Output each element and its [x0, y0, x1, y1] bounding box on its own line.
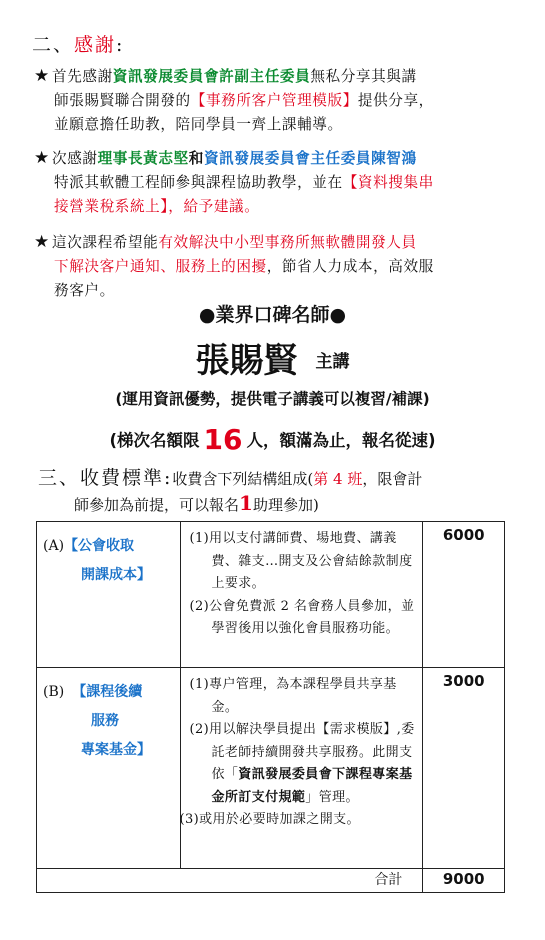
highlight-text: 【資料搜集串 [342, 174, 434, 191]
hope-paragraph [34, 230, 514, 303]
text: 人，額滿為止，報名從速) [246, 431, 436, 450]
fee-table [36, 521, 505, 893]
text: (梯次名額限 [109, 431, 200, 450]
thanks-paragraph-2 [34, 146, 514, 219]
section3-heading [38, 466, 508, 517]
fee-desc-cell [181, 522, 423, 668]
teacher-name: 張賜賢 [195, 341, 298, 381]
chairman-name: 理事長黃志堅 [97, 150, 189, 167]
colon: : [164, 467, 173, 489]
total-label: 合計 [37, 869, 423, 893]
subtitle-quota [0, 423, 545, 456]
text: 次感謝 [52, 150, 98, 167]
text: ，限會計 [362, 470, 423, 488]
text: 師張賜賢聯合開發的 [54, 92, 191, 109]
fee-desc-item: (3)或用於必要時加課之開支。 [179, 812, 360, 827]
fee-desc-item: (2)公會免費派 2 名會務人員參加，並學習後用以強化會員服務功能。 [189, 598, 415, 636]
fee-label: 【公會收取 [64, 538, 135, 554]
fee-desc-item: (1)用以支付講師費、場地費、講義費、雜支…開支及公會結餘款制度上要求。 [189, 531, 413, 591]
star-icon: ★ [34, 148, 50, 168]
text: 務客户。 [54, 282, 115, 299]
assistant-count: 1 [239, 491, 253, 515]
fee-desc-item: (1)專户管理，為本課程學員共享基金。 [189, 677, 397, 715]
text: 收費含下列結構組成( [172, 470, 314, 488]
quota-number: 16 [203, 423, 243, 456]
fee-row-a [37, 522, 505, 668]
text: 無私分享其與講 [310, 68, 417, 85]
section2-heading [32, 30, 124, 57]
fee-code: (A) [43, 538, 65, 554]
class-number: 第 4 班 [313, 470, 363, 488]
section2-colon: : [116, 34, 125, 56]
fee-amount: 6000 [423, 522, 505, 668]
org-name: 資訊發展委員會 [112, 68, 220, 85]
fee-desc-item [189, 719, 418, 809]
text: 助理參加) [252, 496, 319, 514]
section2-title: 感謝 [74, 34, 117, 56]
text: 」管理。 [305, 789, 359, 805]
text: 師參加為前提，可以報名 [74, 496, 240, 514]
teacher-heading [0, 333, 545, 382]
fee-amount: 3000 [423, 668, 505, 869]
text: (2)用以解決學員提出【需求模版】,委託老師持續開發共享服務。此開支依「 [189, 722, 415, 782]
product-name: 【事務所客户管理模版】 [190, 92, 358, 109]
text: ，節省人力成本，高效服 [266, 258, 434, 275]
fee-row-b [37, 668, 505, 869]
highlight-text: 下解決客户通知、服務上的困擾 [54, 258, 267, 275]
text: 並願意擔任助教，陪同學員一齊上課輔導。 [54, 116, 343, 133]
thanks-paragraph-1 [34, 64, 514, 137]
total-amount: 9000 [423, 869, 505, 893]
fee-desc-cell [181, 668, 423, 869]
fee-label: 服務 [91, 713, 119, 729]
text: 這次課程希望能 [52, 234, 159, 251]
star-icon: ★ [34, 66, 50, 86]
person-name: 許副主任委員 [219, 68, 311, 85]
bold-text: 資訊發展委員會下課程專案基金所訂支付規範 [211, 767, 413, 805]
fee-total-row [37, 869, 505, 893]
text: 和 [188, 150, 204, 167]
text: 首先感謝 [52, 68, 113, 85]
text: 特派其軟體工程師參與課程協助教學，並在 [54, 174, 343, 191]
highlight-text: 有效解決中小型事務所無軟體開發人員 [158, 234, 417, 251]
fee-label: 開課成本】 [81, 567, 151, 583]
famous-teacher-banner: ●業界口碑名師● [198, 304, 347, 326]
section3-title: 三、收費標準 [38, 467, 165, 489]
teacher-role: 主講 [315, 352, 350, 372]
section2-number: 二、 [32, 34, 75, 56]
committee-chair-name: 資訊發展委員會主任委員陳智鴻 [203, 150, 417, 167]
text: 提供分享， [357, 92, 434, 109]
fee-label: 專案基金】 [81, 742, 151, 758]
fee-label-cell [37, 668, 181, 869]
fee-code: (B) [43, 684, 65, 700]
subtitle-materials: (運用資訊優勢，提供電子講義可以複習/補課) [115, 390, 430, 408]
fee-label: 【課程後續 [72, 684, 143, 700]
fee-label-cell [37, 522, 181, 668]
highlight-text: 接營業稅系統上】，給予建議。 [54, 198, 260, 215]
star-icon: ★ [34, 232, 50, 252]
